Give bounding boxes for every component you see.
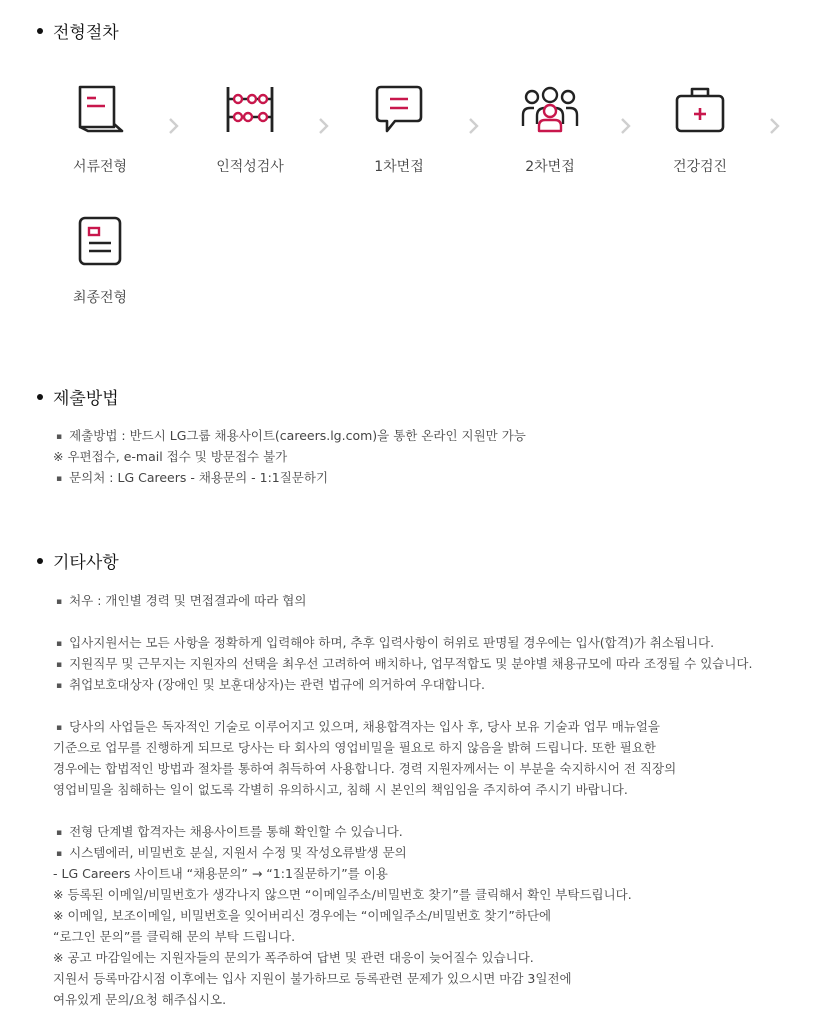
chevron-right-icon xyxy=(769,117,781,135)
etc-line: 여유있게 문의/요청 해주십시오. xyxy=(53,992,227,1007)
bullet-dot xyxy=(37,558,43,564)
bullet-dot xyxy=(37,394,43,400)
step-label: 1차면접 xyxy=(374,159,424,175)
submit-section-title xyxy=(37,384,119,409)
step-label: 2차면접 xyxy=(525,159,575,175)
submit-line: ▪ 문의처 : LG Careers - 채용문의 - 1:1질문하기 xyxy=(56,467,328,491)
chevron-right-icon xyxy=(468,117,480,135)
etc-line: ※ 이메일, 보조이메일, 비밀번호을 잊어버리신 경우에는 “이메일주소/비밀번호 찾기”하단에 xyxy=(53,908,552,923)
step-label: 인적성검사 xyxy=(216,159,284,175)
document-icon xyxy=(74,84,126,136)
etc-line: 기준으로 업무를 진행하게 되므로 당사는 타 회사의 영업비밀을 필요로 하지 않음을 밝혀 드립니다. 또한 필요한 xyxy=(53,740,656,755)
step-second-interview xyxy=(490,84,610,176)
step-label: 건강검진 xyxy=(672,159,728,175)
step-final-screening xyxy=(40,215,160,307)
etc-line: “로그인 문의”를 클릭해 문의 부탁 드립니다. xyxy=(53,929,296,944)
etc-line: - LG Careers 사이트내 “채용문의” → “1:1질문하기”를 이용 xyxy=(53,866,388,881)
submit-line: ▪ 제출방법 : 반드시 LG그룹 채용사이트(careers.lg.com)을 통한 온라인 지원만 가능 xyxy=(56,425,526,449)
etc-line: 영업비밀을 침해하는 일이 없도록 각별히 유의하시고, 침해 시 본인의 책임임을 주지하여 주시기 바랍니다. xyxy=(53,782,628,797)
etc-line: ▪ 시스템에러, 비밀번호 분실, 지원서 수정 및 작성오류발생 문의 xyxy=(56,842,407,866)
etc-line: ▪ 당사의 사업들은 독자적인 기술로 이루어지고 있으며, 채용합격자는 입사 후, 당사 보유 기술과 업무 매뉴얼을 xyxy=(56,716,660,740)
process-section-title xyxy=(37,18,119,43)
final-document-icon xyxy=(74,215,126,267)
etc-line: 지원서 등록마감시점 이후에는 입사 지원이 불가하므로 등록관련 문제가 있으시면 마감 3일전에 xyxy=(53,971,572,986)
step-first-interview xyxy=(339,84,459,176)
etc-line: ▪ 전형 단계별 합격자는 채용사이트를 통해 확인할 수 있습니다. xyxy=(56,821,403,845)
etc-line: ※ 등록된 이메일/비밀번호가 생각나지 않으면 “이메일주소/비밀번호 찾기”를 클릭해서 확인 부탁드립니다. xyxy=(53,887,632,902)
step-label: 서류전형 xyxy=(72,159,128,175)
chevron-right-icon xyxy=(168,117,180,135)
submit-title-text: 제출방법 xyxy=(53,389,119,409)
speech-bubble-icon xyxy=(373,84,425,136)
etc-line: ▪ 지원직무 및 근무지는 지원자의 선택을 최우선 고려하여 배치하나, 업무적합도 및 분야별 채용규모에 따라 조정될 수 있습니다. xyxy=(56,653,752,677)
chevron-right-icon xyxy=(318,117,330,135)
chevron-right-icon xyxy=(620,117,632,135)
etc-line: ▪ 입사지원서는 모든 사항을 정확하게 입력해야 하며, 추후 입력사항이 허위로 판명될 경우에는 입사(합격)가 취소됩니다. xyxy=(56,632,714,656)
bullet-dot xyxy=(37,28,43,34)
etc-line: ▪ 취업보호대상자 (장애인 및 보훈대상자)는 관련 법규에 의거하여 우대합니다. xyxy=(56,674,485,698)
etc-section-title xyxy=(37,548,119,573)
etc-line: 경우에는 합법적인 방법과 절차를 통하여 취득하여 사용합니다. 경력 지원자께서는 이 부분을 숙지하시어 전 직장의 xyxy=(53,761,677,776)
process-title-text: 전형절차 xyxy=(53,23,119,43)
abacus-icon xyxy=(224,84,276,136)
step-label: 최종전형 xyxy=(72,290,128,306)
step-document-screening xyxy=(40,84,160,176)
medical-kit-icon xyxy=(674,84,726,136)
step-aptitude-test xyxy=(190,84,310,176)
etc-line: ※ 공고 마감일에는 지원자들의 문의가 폭주하여 답변 및 관련 대응이 늦어질수 있습니다. xyxy=(53,950,534,965)
etc-title-text: 기타사항 xyxy=(53,553,119,573)
group-people-icon xyxy=(520,84,580,136)
etc-line: ▪ 처우 : 개인별 경력 및 면접결과에 따라 협의 xyxy=(56,590,306,614)
submit-line: ※ 우편접수, e-mail 접수 및 방문접수 불가 xyxy=(53,449,288,464)
step-health-check xyxy=(640,84,760,176)
